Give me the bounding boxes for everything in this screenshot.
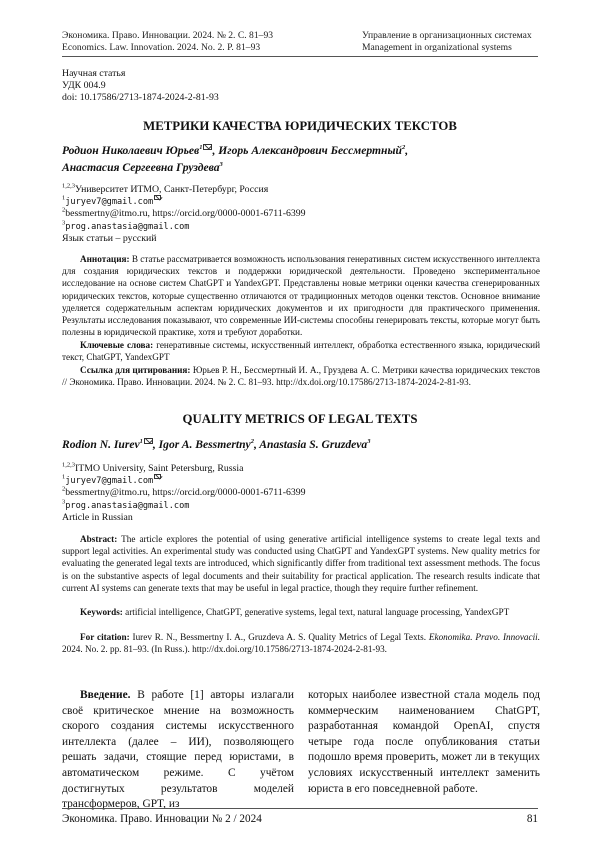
intro-text-right: которых наиболее известной стала модель под коммерческим наименованием ChatGPT, разработанная командой OpenAI, спустя четыре года после опубликования статьи подошло время проверить, может ли в текущих условиях искусственный интеллект заменить юриста в его повседневной работе. (308, 689, 540, 795)
header-section-ru: Управление в организационных системах (362, 30, 532, 41)
author-3-sup: 3 (219, 161, 223, 169)
citation-text-en-2: 2024. No. 2. pp. 81–93. (In Russ.). http://dx.doi.org/10.17586/2713-1874-2024-2-81-93. (62, 644, 387, 655)
author-2-ru: , Игорь Александрович Бессмертный (212, 144, 402, 157)
page-number: 81 (526, 813, 538, 825)
email-3-sup: 3 (62, 219, 66, 227)
body-left-column (62, 688, 294, 813)
abstract-label-en: Abstract: (80, 534, 118, 544)
email-1-sup-en: 1 (62, 473, 66, 481)
article-type: Научная статья (62, 68, 126, 79)
email-2-sup-en: 2 (62, 486, 66, 494)
affiliation-ru: Университет ИТМО, Санкт-Петербург, Россия (75, 184, 269, 195)
citation-label-en: For citation: (80, 632, 130, 642)
title-ru: МЕТРИКИ КАЧЕСТВА ЮРИДИЧЕСКИХ ТЕКСТОВ (143, 119, 457, 133)
intro-label: Введение. (80, 689, 131, 701)
email-3-link[interactable]: prog.anastasia@gmail.com (65, 221, 190, 232)
author-3-en: , Anastasia S. Gruzdeva (253, 438, 368, 451)
email-3-sup-en: 3 (62, 498, 66, 506)
email-2-orcid[interactable]: bessmertny@itmo.ru, https://orcid.org/0000-0001-6711-6399 (65, 208, 306, 220)
author-1-sup-en: 1 (139, 438, 143, 446)
footer-rule (62, 808, 538, 809)
email-1-link[interactable]: juryev7@gmail.com (65, 197, 154, 208)
author-1-en: Rodion N. Iurev (62, 438, 140, 451)
email-2-orcid-en[interactable]: bessmertny@itmo.ru, https://orcid.org/0000-0001-6711-6399 (65, 487, 306, 499)
author-1-sup: 1 (199, 144, 203, 152)
running-header-right (362, 30, 538, 54)
running-header-left (62, 30, 273, 54)
citation-journal-en: Ekonomika. Pravo. Innovacii. (428, 632, 540, 642)
email-1-link-en[interactable]: juryev7@gmail.com (65, 476, 154, 487)
affiliation-block-ru (62, 184, 306, 245)
footer-journal: Экономика. Право. Инновации № 2 / 2024 (62, 813, 262, 825)
doi: doi: 10.17586/2713-1874-2024-2-81-93 (62, 92, 219, 104)
author-2-sup: 2 (401, 144, 406, 152)
author-3-sup-en: 3 (367, 438, 371, 446)
citation-text-ru: Юрьев Р. Н., Бессмертный И. А., Груздева А. С. Метрики качества юридических текстов // Экономика. Право. Инновации. 2024. № 2. С. 81–93. http://dx.doi.org/10.17586/2713-1874-2024-2-81-93. (62, 365, 540, 388)
author-1-ru: Родион Николаевич Юрьев (62, 144, 200, 157)
affiliation-block-en (62, 463, 306, 524)
keywords-en (62, 606, 540, 618)
email-2-sup: 2 (62, 207, 66, 215)
header-rule (62, 56, 538, 57)
citation-en (62, 631, 540, 655)
keywords-label-en: Keywords: (80, 607, 123, 617)
envelope-icon (203, 144, 212, 150)
citation-text-en-1: Iurev R. N., Bessmertny I. A., Gruzdeva A. S. Quality Metrics of Legal Texts. (129, 632, 429, 642)
affiliation-en: ITMO University, Saint Petersburg, Russia (75, 463, 244, 474)
body-right-column (308, 688, 540, 797)
article-meta (62, 68, 219, 105)
header-journal-ru: Экономика. Право. Инновации. 2024. № 2. С. 81–93 (62, 30, 274, 41)
abstract-label-ru: Аннотация: (80, 254, 130, 264)
author-2-sup-en: 2 (250, 438, 254, 446)
envelope-icon (154, 195, 161, 200)
email-1-sup: 1 (62, 194, 66, 202)
authors-en (62, 436, 542, 453)
header-section-en: Management in organizational systems (362, 42, 512, 53)
keywords-text-en: artificial intelligence, ChatGPT, generative systems, legal text, natural language processing, YandexGPT (122, 607, 510, 617)
keywords-text-ru: генеративные системы, искусственный интеллект, обработка естественного языка, юридический текст, ChatGPT, YandexGPT (62, 340, 541, 363)
envelope-icon (154, 474, 161, 479)
intro-text-left: В работе [1] авторы излагали своё критическое мнение на возможность скорого создания системы искусственного интеллекта (далее – ИИ), позволяющего решать задачи, стоящие перед юристами, в автоматическом режиме. С учётом достигнутых результатов моделей трансформеров, GPT, из (62, 689, 294, 811)
author-2-en: , Igor A. Bessmertny (152, 438, 251, 451)
language-ru: Язык статьи – русский (62, 232, 157, 244)
affiliation-sup-en: 1,2,3 (62, 461, 75, 469)
email-3-link-en[interactable]: prog.anastasia@gmail.com (65, 500, 190, 511)
author-3-ru: Анастасия Сергеевна Груздева (62, 161, 220, 174)
citation-label-ru: Ссылка для цитирования: (80, 365, 191, 375)
keywords-ru (62, 339, 540, 363)
abstract-text-ru: В статье рассматривается возможность использования генеративных систем искусственного интеллекта для создания юридических текстов и поддержки юридической деятельности. Проведено экспериментальное исследование на основе систем ChatGPT и YandexGPT. Представлены новые метрики оценки качества сгенерированных юридических текстов, которые существенно отличаются от традиционных методов оценки текстов. Основное внимание уделяется содержательным аспектам юридических документов и их пригодности для практического применения. Результаты исследования показывают, что современные ИИ-системы способны генерировать тексты, которые могут быть полезны в юридической практике, хотя и требуют доработки. (62, 254, 540, 338)
authors-ru: Родион Николаевич Юрьев$^1$ , Игорь Александрович Бессмертный$^2$, Анастасия Сергеевна Груздева$^3$ (62, 144, 409, 174)
affiliation-sup: 1,2,3 (62, 182, 75, 190)
keywords-label-ru: Ключевые слова: (80, 340, 154, 350)
citation-ru (62, 364, 540, 388)
header-journal-en: Economics. Law. Innovation. 2024. No. 2. P. 81–93 (62, 42, 261, 53)
title-en: QUALITY METRICS OF LEGAL TEXTS (182, 412, 418, 426)
language-en: Article in Russian (62, 511, 133, 523)
abstract-ru (62, 253, 540, 338)
udc-code: УДК 004.9 (62, 80, 106, 92)
abstract-en (62, 533, 540, 594)
envelope-icon (144, 438, 153, 444)
abstract-text-en: The article explores the potential of using generative artificial intelligence systems to create legal texts and support legal activities. An experimental study was conducted using ChatGPT and YandexGPT systems. New quality metrics for evaluating the generated legal texts are introduced, which significantly differ from traditional text assessment methods. The focus is on the substantive aspects of legal documents and their suitability for practical application. The research results indicate that current AI systems can generate texts that may be useful in legal practice, though they require further refinement. (62, 534, 540, 593)
